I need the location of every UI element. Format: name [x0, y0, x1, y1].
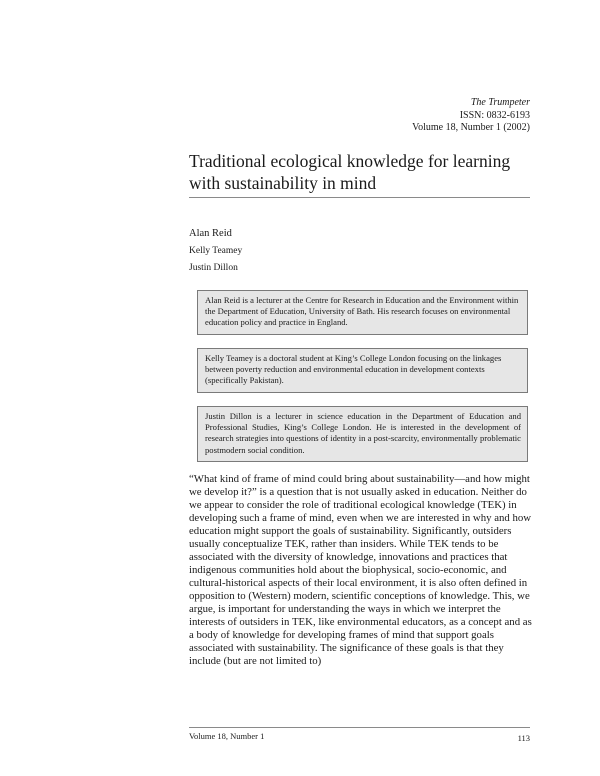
author-bio-box: Kelly Teamey is a doctoral student at King’s College London focusing on the linkages between poverty reduction and environmental education in development contexts (specifically Pakistan).: [197, 348, 528, 393]
journal-volume: Volume 18, Number 1 (2002): [412, 122, 530, 133]
author-name: Alan Reid: [189, 228, 232, 239]
journal-name: The Trumpeter: [470, 97, 530, 108]
title-divider: [189, 197, 530, 198]
author-name: Kelly Teamey: [189, 246, 243, 256]
page-number: 113: [517, 733, 530, 743]
body-paragraph: “What kind of frame of mind could bring about sustainability—and how might we develop it?” is a question that is not usually asked in education. Neither do we appear to consider the role of traditional ecological knowledge (TEK) in developing such a frame of mind, even when we are interested in why and how education might support the goals of sustainability. Significantly, outsiders usually conceptualize TEK, rather than insiders. While TEK tends to be associated with the diversity of knowledge, innovations and practices that indigenous communities hold about the biophysical, socio-economic, and cultural-historical aspects of their local environment, it is also often defined in opposition to (Western) modern, scientific conceptions of knowledge. This, we argue, is important for understanding the ways in which we interpret the interests of outsiders in TEK, like environmental educators, as a concept and as a body of knowledge for developing frames of mind that support goals associated with sustainability. The significance of these goals is that they include (but are not limited to): [189, 473, 532, 667]
author-bio-box: Alan Reid is a lecturer at the Centre for Research in Education and the Environment within the Department of Education, University of Bath. His research focuses on environmental education policy and practice in England.: [197, 290, 528, 335]
author-name: Justin Dillon: [189, 263, 238, 273]
journal-masthead: [412, 97, 530, 135]
author-bio-box: Justin Dillon is a lecturer in science education in the Department of Education and Professional Studies, King’s College London. He is interested in the development of research strategies into questions of identity in a post-scarcity, environmentally problematic postmodern social condition.: [197, 406, 528, 462]
journal-issn: ISSN: 0832-6193: [459, 109, 530, 121]
footer-divider: [189, 727, 530, 728]
article-title: Traditional ecological knowledge for learning with sustainability in mind: [189, 151, 511, 193]
footer-issue: Volume 18, Number 1: [189, 731, 265, 741]
